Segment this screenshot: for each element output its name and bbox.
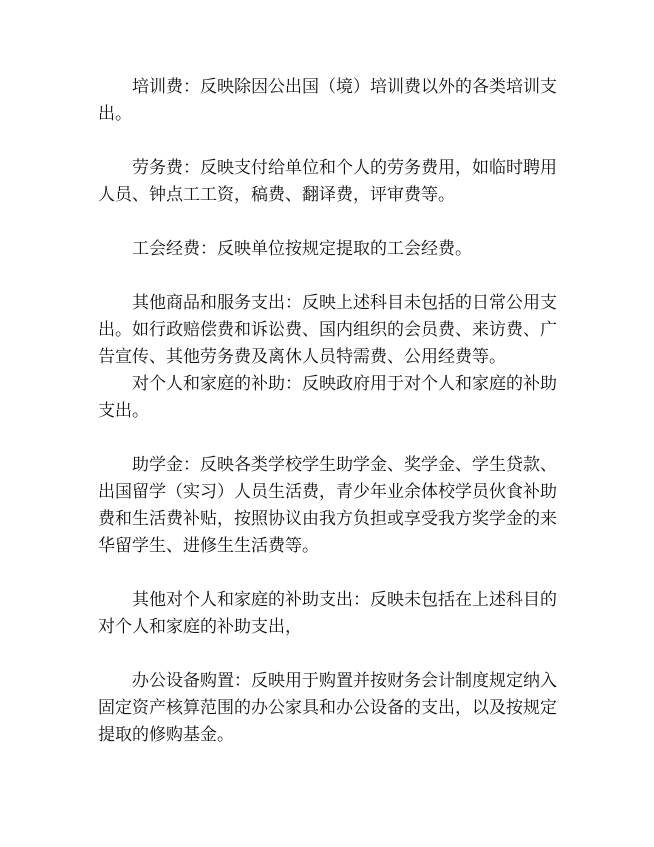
paragraph-spacer [98,425,558,452]
paragraph-union-fund: 工会经费：反映单位按规定提取的工会经费。 [132,239,472,259]
paragraph-office-equipment: 办公设备购置：反映用于购置并按财务会计制度规定纳入固定资产核算范围的办公家具和办公设备的支出，以及按规定提取的修购基金。 [98,671,557,745]
paragraph-scholarship: 助学金：反映各类学校学生助学金、奖学金、学生贷款、出国留学（实习）人员生活费，青少年业余体校学员伙食补助费和生活费补贴，按照协议由我方负担或享受我方奖学金的来华留学生、进修生生活费等。 [98,455,557,556]
paragraph-household-subsidy: 对个人和家庭的补助：反映政府用于对个人和家庭的补助支出。 [98,374,557,421]
paragraph-labor-fee: 劳务费：反映支付给单位和个人的劳务费用，如临时聘用人员、钟点工工资，稿费、翻译费，评审费等。 [98,158,557,205]
document-body [98,74,558,749]
paragraph-spacer [98,263,558,290]
paragraph-training-fee: 培训费：反映除因公出国（境）培训费以外的各类培训支出。 [98,77,557,124]
paragraph-other-goods-services: 其他商品和服务支出：反映上述科目未包括的日常公用支出。如行政赔偿费和诉讼费、国内组织的会员费、来访费、广告宣传、其他劳务费及离休人员特需费、公用经费等。 [98,293,557,367]
paragraph-spacer [98,209,558,236]
paragraph-spacer [98,560,558,587]
paragraph-spacer [98,641,558,668]
paragraph-spacer [98,128,558,155]
paragraph-other-household-subsidy: 其他对个人和家庭的补助支出：反映未包括在上述科目的对个人和家庭的补助支出， [98,590,557,637]
